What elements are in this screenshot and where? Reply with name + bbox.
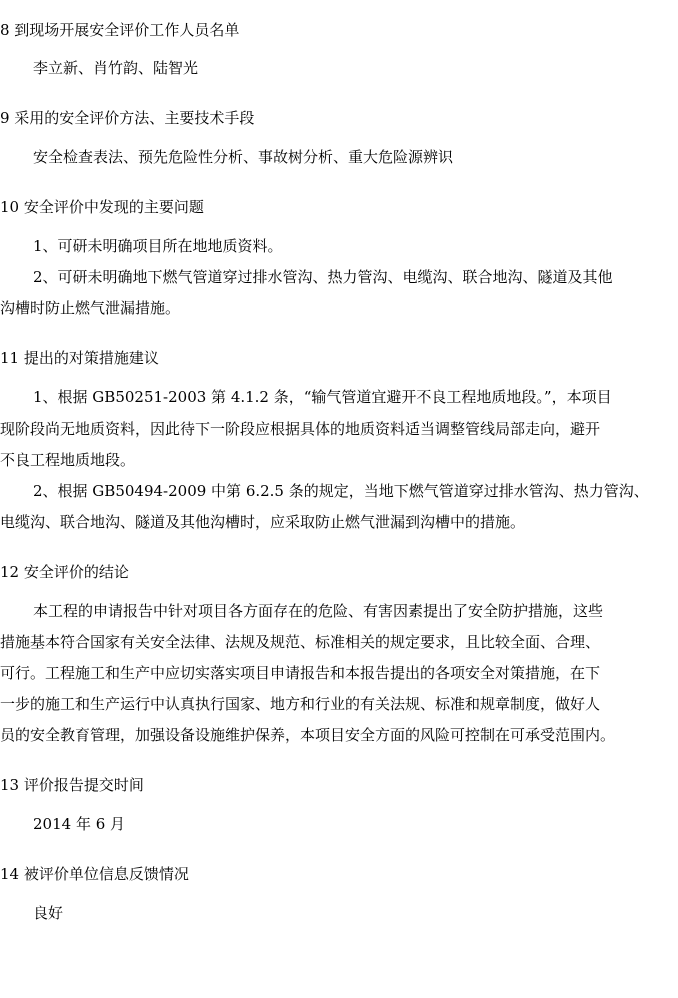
section-12-line-5: 员的安全教育管理，加强设备设施维护保养，本项目安全方面的风险可控制在可承受范围内。	[0, 726, 616, 744]
section-10-line-1: 1、可研未明确项目所在地地质资料。	[33, 237, 283, 255]
section-8-heading: 8 到现场开展安全评价工作人员名单	[0, 21, 240, 39]
section-11-line-5: 电缆沟、联合地沟、隧道及其他沟槽时，应采取防止燃气泄漏到沟槽中的措施。	[0, 513, 526, 531]
section-11-line-1: 1、根据 GB50251-2003 第 4.1.2 条，“输气管道宜避开不良工程地质地段。”，本项目	[33, 388, 612, 406]
section-10-line-3: 沟槽时防止燃气泄漏措施。	[0, 299, 181, 317]
section-11-heading: 11 提出的对策措施建议	[0, 349, 159, 367]
section-13-heading: 13 评价报告提交时间	[0, 776, 144, 794]
section-14-line-1: 良好	[33, 904, 64, 922]
section-12-line-1: 本工程的申请报告中针对项目各方面存在的危险、有害因素提出了安全防护措施，这些	[33, 602, 604, 620]
section-9-heading: 9 采用的安全评价方法、主要技术手段	[0, 109, 255, 127]
section-11-line-2: 现阶段尚无地质资料，因此待下一阶段应根据具体的地质资料适当调整管线局部走向，避开	[0, 420, 601, 438]
section-9-line-1: 安全检查表法、预先危险性分析、事故树分析、重大危险源辨识	[33, 148, 454, 166]
section-12-line-4: 一步的施工和生产运行中认真执行国家、地方和行业的有关法规、标准和规章制度，做好人	[0, 695, 601, 713]
section-12-heading: 12 安全评价的结论	[0, 563, 129, 581]
section-10-line-2: 2、可研未明确地下燃气管道穿过排水管沟、热力管沟、电缆沟、联合地沟、隧道及其他	[33, 268, 613, 286]
section-11-line-4: 2、根据 GB50494-2009 中第 6.2.5 条的规定，当地下燃气管道穿过排水管沟、热力管沟、	[33, 482, 649, 500]
section-14-heading: 14 被评价单位信息反馈情况	[0, 865, 189, 883]
section-12-line-3: 可行。工程施工和生产中应切实落实项目申请报告和本报告提出的各项安全对策措施，在下	[0, 664, 601, 682]
section-11-line-3: 不良工程地质地段。	[0, 451, 136, 469]
section-10-heading: 10 安全评价中发现的主要问题	[0, 198, 204, 216]
section-13-line-1: 2014 年 6 月	[33, 815, 126, 833]
section-12-line-2: 措施基本符合国家有关安全法律、法规及规范、标准相关的规定要求，且比较全面、合理、	[0, 633, 601, 651]
section-8-line-1: 李立新、肖竹韵、陆智光	[33, 59, 199, 77]
